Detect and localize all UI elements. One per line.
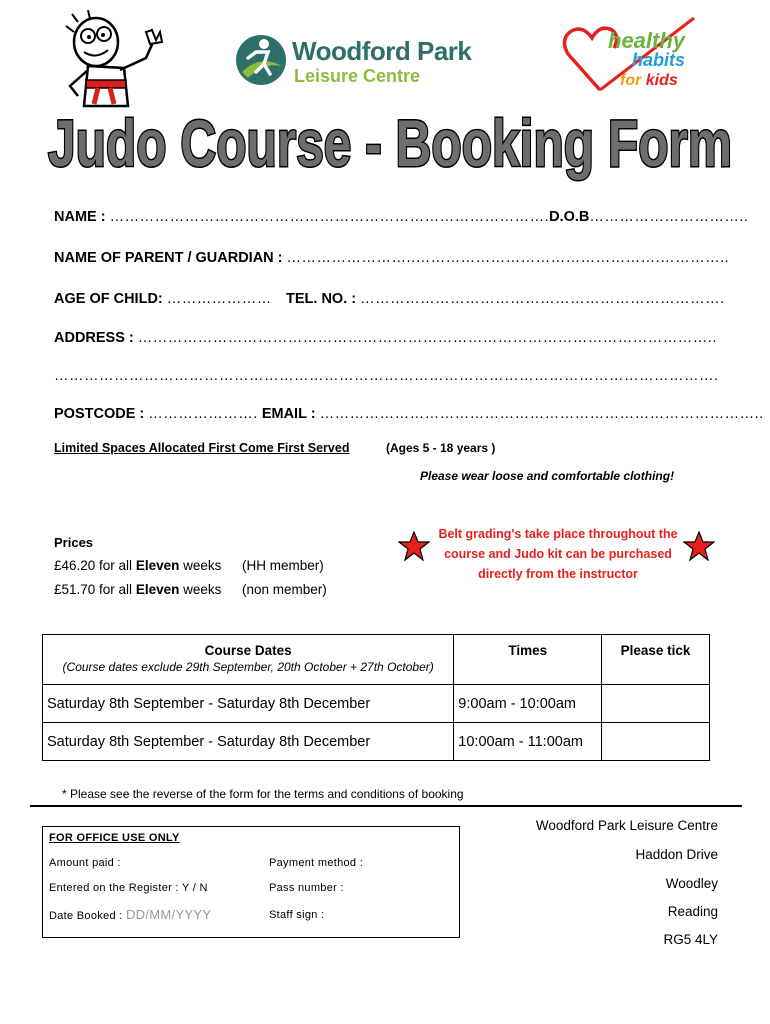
hh-text-kids: kids — [645, 72, 678, 89]
limited-spaces-note: Limited Spaces Allocated First Come First Served — [54, 441, 350, 455]
hh-text-habits: habits — [632, 50, 686, 70]
logo-text-line1: Woodford Park — [292, 36, 472, 66]
register-label: Entered on the Register : Y / N — [49, 882, 208, 894]
course-dates-exclusion-note: (Course dates exclude 29th September, 20th October + 27th October) — [62, 660, 434, 674]
belt-grading-note: Belt grading's take place throughout the course and Judo kit can be purchased directly from the instructor — [438, 527, 678, 581]
price-amount: £46.20 for all — [54, 558, 133, 573]
office-use-box — [42, 826, 460, 938]
address-row-2 — [54, 368, 719, 384]
price-eleven: Eleven — [135, 582, 180, 597]
col-please-tick: Please tick — [602, 635, 710, 685]
parent-row — [54, 250, 729, 266]
price-amount: £51.70 for all — [54, 582, 133, 597]
address-field[interactable]: …………………………………………………………………………………………………….. — [137, 330, 717, 346]
course-dates-cell: Saturday 8th September - Saturday 8th December — [43, 685, 454, 723]
price-eleven: Eleven — [135, 558, 180, 573]
terms-note: * Please see the reverse of the form for the terms and conditions of booking — [62, 787, 464, 801]
parent-field[interactable]: ……………………..………………………………………….………….. — [286, 250, 730, 266]
hh-text-for-kids — [620, 72, 678, 90]
age-field[interactable]: ………………… — [166, 291, 272, 307]
star-icon-right — [683, 531, 715, 561]
postcode-label: POSTCODE : — [54, 406, 145, 422]
healthy-habits-logo — [560, 14, 710, 96]
name-field[interactable]: ……………………………………………………………………………. — [109, 209, 550, 225]
dob-field[interactable]: ………………………….. — [589, 209, 749, 225]
table-row — [43, 685, 710, 723]
name-row — [54, 209, 748, 225]
price-row-nonmember — [54, 582, 221, 597]
name-label: NAME : — [54, 209, 106, 225]
date-booked-input[interactable]: DD/MM/YYYY — [125, 907, 212, 922]
price-weeks: weeks — [183, 558, 222, 573]
woodford-park-logo — [234, 32, 504, 92]
price-row-member — [54, 558, 221, 573]
judo-mascot-illustration — [58, 10, 168, 112]
payment-method-label: Payment method : — [269, 857, 364, 869]
postcode-email-row — [54, 406, 764, 422]
email-field[interactable]: …………………………………………………………………………….. — [319, 406, 764, 422]
address-line-1: Woodford Park Leisure Centre — [535, 818, 718, 833]
date-booked-row — [49, 907, 211, 922]
tick-checkbox[interactable] — [602, 685, 710, 723]
course-time-cell: 9:00am - 10:00am — [454, 685, 602, 723]
divider-line — [30, 805, 742, 807]
table-row — [43, 723, 710, 761]
col-course-dates-label: Course Dates — [204, 643, 292, 658]
page-title — [40, 104, 740, 184]
address-line-5: RG5 4LY — [663, 932, 718, 947]
hh-text-healthy: healthy — [608, 28, 686, 53]
address-label: ADDRESS : — [54, 330, 134, 346]
ages-note: (Ages 5 - 18 years ) — [386, 441, 496, 455]
course-dates-cell: Saturday 8th September - Saturday 8th December — [43, 723, 454, 761]
date-booked-label: Date Booked : — [49, 910, 123, 922]
course-time-cell: 10:00am - 11:00am — [454, 723, 602, 761]
parent-label: NAME OF PARENT / GUARDIAN : — [54, 250, 283, 266]
title-text: Judo Course - Booking Form — [48, 106, 732, 180]
postcode-field[interactable]: …………………. — [148, 406, 258, 422]
pass-number-label: Pass number : — [269, 882, 344, 894]
tick-checkbox[interactable] — [602, 723, 710, 761]
logo-text-line2: Leisure Centre — [294, 66, 421, 86]
age-label: AGE OF CHILD: — [54, 291, 163, 307]
office-heading: FOR OFFICE USE ONLY — [49, 832, 180, 844]
age-tel-row — [54, 291, 272, 307]
table-header-row — [43, 635, 710, 685]
staff-sign-label: Staff sign : — [269, 909, 325, 921]
prices-heading: Prices — [54, 535, 94, 550]
amount-paid-label: Amount paid : — [49, 857, 121, 869]
price-type-nonmember: (non member) — [242, 582, 327, 597]
price-type-member: (HH member) — [242, 558, 324, 573]
address-row — [54, 330, 717, 346]
clothing-note: Please wear loose and comfortable clothing! — [420, 469, 675, 483]
price-weeks: weeks — [183, 582, 222, 597]
address-field-2[interactable]: ……………………………………………………………………………………………………………………. — [54, 368, 719, 384]
tel-label: TEL. NO. : — [286, 291, 357, 307]
email-label: EMAIL : — [261, 406, 316, 422]
course-table — [42, 634, 710, 761]
hh-text-for: for — [620, 72, 642, 89]
col-times: Times — [454, 635, 602, 685]
tel-row — [286, 291, 725, 307]
address-line-3: Woodley — [665, 876, 718, 891]
tel-field[interactable]: ………………………………………………………………. — [360, 291, 725, 307]
address-line-4: Reading — [667, 904, 718, 919]
dob-label: D.O.B — [549, 209, 590, 225]
address-line-2: Haddon Drive — [635, 847, 718, 862]
leisure-centre-logo-icon — [234, 32, 288, 88]
col-course-dates — [43, 635, 454, 685]
